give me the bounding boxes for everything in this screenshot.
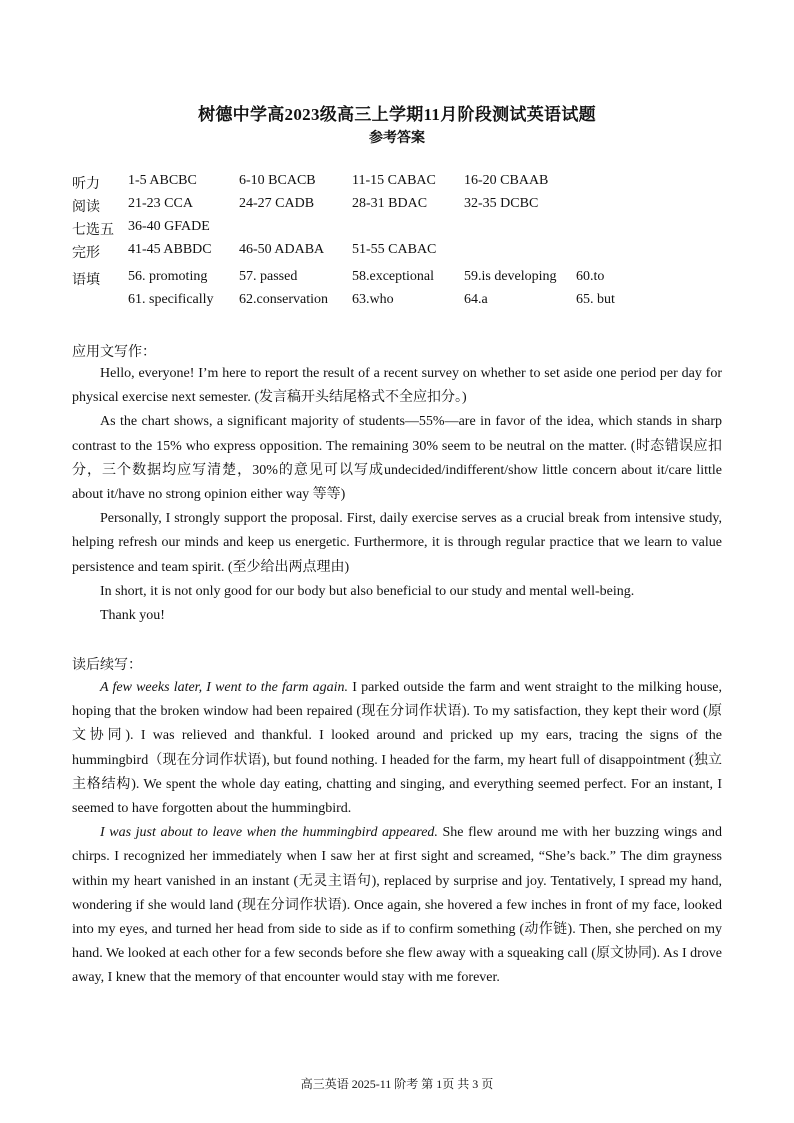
answer-item: 16-20 CBAAB [464, 173, 549, 188]
answer-item: 61. specifically [128, 292, 214, 307]
answer-item: 59.is developing [464, 269, 557, 284]
answer-item: 65. but [576, 292, 615, 307]
answer-item: 60.to [576, 269, 605, 284]
answer-label: 七选五 [72, 223, 114, 238]
writing-essay [72, 362, 722, 628]
continuation-paragraph-1 [72, 676, 722, 821]
answer-item: 64.a [464, 292, 488, 307]
paragraph-body: She flew around me with her buzzing wings and chirps. I recognized her immediately when I saw her at first sight and screamed, “She’s back.” The dim grayness within my heart vanished in an instant (无灵主语句), replaced by surprise and joy. Tentatively, I spread my hand, wondering if she would land (现在分词作状语). Once again, she hovered a few inches in front of my face, looked into my eyes, and turned her head from side to side as if to confirm something (动作链). Then, she perched on my hand. We looked at each other for a few seconds before she flew away with a squeaking call (原文协同). As I drove away, I knew that the memory of that encounter would stay with me forever. [72, 825, 722, 986]
answer-item: 28-31 BDAC [352, 196, 428, 211]
answer-item: 58.exceptional [352, 269, 435, 284]
answer-item: 51-55 CABAC [352, 242, 437, 257]
answer-item: 46-50 ADABA [239, 242, 325, 257]
answer-item: 56. promoting [128, 269, 208, 284]
continuation-heading: 读后续写： [72, 658, 142, 673]
page-subtitle: 参考答案 [369, 131, 425, 146]
answer-item: 32-35 DCBC [464, 196, 539, 211]
answer-item: 11-15 CABAC [352, 173, 436, 188]
answer-item: 62.conservation [239, 292, 329, 307]
essay-paragraph: Personally, I strongly support the proposal. First, daily exercise serves as a crucial break from intensive study, helping refresh our minds and keep us energetic. Furthermore, it is through regular practice that we learn to value persistence and team spirit. (至少给出两点理由) [72, 511, 722, 575]
page-footer: 高三英语 2025-11 阶考 第 1页 共 3 页 [300, 1077, 494, 1091]
answer-label: 听力 [72, 177, 100, 192]
continuation-paragraph-2 [72, 821, 722, 990]
answer-item: 63.who [352, 292, 394, 307]
answer-item: 21-23 CCA [128, 196, 193, 211]
essay-paragraph: Thank you! [100, 608, 165, 624]
answer-item: 41-45 ABBDC [128, 242, 212, 257]
paragraph-body: I parked outside the farm and went straight to the milking house, hoping that the broken window had been repaired (现在分词作状语). To my satisfaction, they kept their word (原文协同). I was relieved and thankful. I looked around and pricked up my ears, tracing the signs of the hummingbird（现在分词作状语), but found nothing. I headed for the farm, my heart full of disappointment (独立主格结构). We spent the whole day eating, chatting and singing, and everything seemed perfect. For an instant, I seemed to have forgotten about the hummingbird. [72, 680, 723, 817]
paragraph-lead: A few weeks later, I went to the farm again. [100, 680, 349, 695]
answer-item: 36-40 GFADE [128, 219, 210, 234]
continuation-essay [72, 676, 722, 991]
answer-item: 57. passed [239, 269, 298, 284]
essay-paragraph: As the chart shows, a significant majority of students—55%—are in favor of the idea, which stands in sharp contrast to the 15% who express opposition. The remaining 30% seem to be neutral on the matter. (时态错误应扣分，三个数据均应写清楚，30%的意见可以写成undecided/indifferent/show little concern about it/care little about it/have no strong opinion either way 等等) [72, 414, 722, 503]
answer-item: 1-5 ABCBC [128, 173, 197, 188]
essay-paragraph: In short, it is not only good for our body but also beneficial to our study and mental well-being. [100, 583, 635, 599]
answer-item: 6-10 BCACB [239, 173, 316, 188]
answer-label: 完形 [72, 246, 100, 261]
answer-item: 24-27 CADB [239, 196, 315, 211]
paragraph-lead: I was just about to leave when the hummingbird appeared. [100, 825, 438, 841]
writing-heading: 应用文写作： [72, 345, 156, 360]
page-title: 树德中学高2023级高三上学期11月阶段测试英语试题 [198, 105, 596, 124]
essay-paragraph: Hello, everyone! I’m here to report the result of a recent survey on whether to set aside one period per day for physical exercise next semester. (发言稿开头结尾格式不全应扣分。) [72, 366, 722, 406]
answer-label: 阅读 [72, 200, 100, 215]
answer-label: 语填 [72, 273, 100, 288]
